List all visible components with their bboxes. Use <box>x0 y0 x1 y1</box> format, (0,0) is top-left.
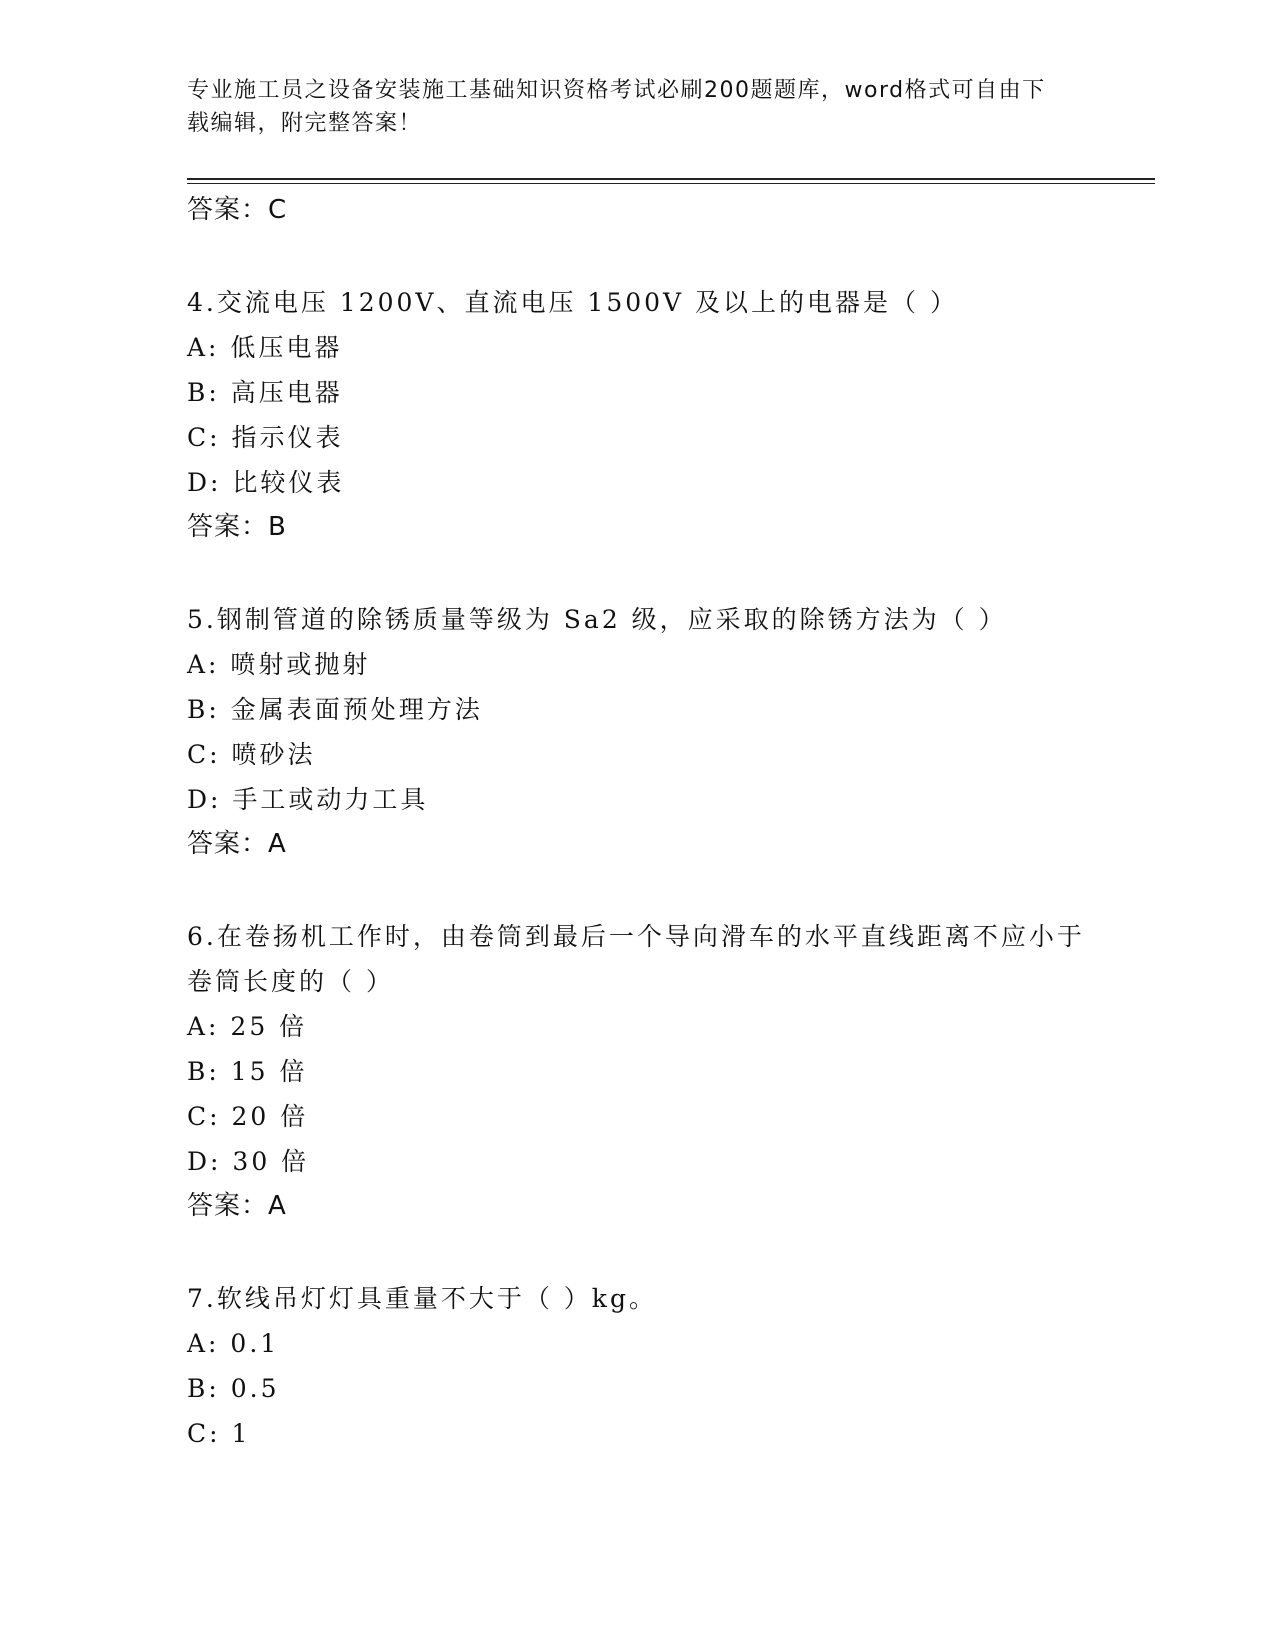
header-divider-thin <box>187 183 1155 184</box>
question-list <box>187 188 1087 1456</box>
option-c: C: 20 倍 <box>187 1102 309 1131</box>
option-b: B: 15 倍 <box>187 1057 308 1086</box>
document-header: 专业施工员之设备安装施工基础知识资格考试必刷200题题库，word格式可自由下载编辑，附完整答案！ <box>187 78 1046 136</box>
header-divider <box>187 178 1155 180</box>
question-item <box>187 280 1087 550</box>
answer-line: 答案：B <box>187 512 287 542</box>
answer-line: 答案：A <box>187 1191 287 1221</box>
spacer <box>187 1229 1087 1276</box>
option-d: D: 30 倍 <box>187 1147 310 1176</box>
question-item <box>187 597 1087 867</box>
option-a: A: 喷射或抛射 <box>187 650 371 679</box>
option-b: B: 0.5 <box>187 1374 280 1403</box>
question-stem: 4.交流电压 1200V、直流电压 1500V 及以上的电器是（ ） <box>187 288 958 317</box>
option-d: D: 手工或动力工具 <box>187 785 429 814</box>
answer-line: 答案：C <box>187 195 288 225</box>
option-d: D: 比较仪表 <box>187 468 345 497</box>
question-item <box>187 914 1087 1229</box>
spacer <box>187 550 1087 597</box>
option-c: C: 1 <box>187 1419 251 1448</box>
question-item <box>187 1276 1087 1456</box>
question-stem: 7.软线吊灯灯具重量不大于（ ）kg。 <box>187 1284 657 1313</box>
option-a: A: 0.1 <box>187 1329 280 1358</box>
option-c: C: 喷砂法 <box>187 740 316 769</box>
option-a: A: 低压电器 <box>187 333 343 362</box>
option-b: B: 金属表面预处理方法 <box>187 695 483 724</box>
question-stem: 6.在卷扬机工作时，由卷筒到最后一个导向滑车的水平直线距离不应小于卷筒长度的（ ） <box>187 922 1085 996</box>
option-a: A: 25 倍 <box>187 1012 308 1041</box>
answer-line: 答案：A <box>187 829 287 859</box>
option-b: B: 高压电器 <box>187 378 343 407</box>
option-c: C: 指示仪表 <box>187 423 344 452</box>
question-stem: 5.钢制管道的除锈质量等级为 Sa2 级，应采取的除锈方法为（ ） <box>187 605 1007 634</box>
spacer <box>187 233 1087 280</box>
spacer <box>187 867 1087 914</box>
